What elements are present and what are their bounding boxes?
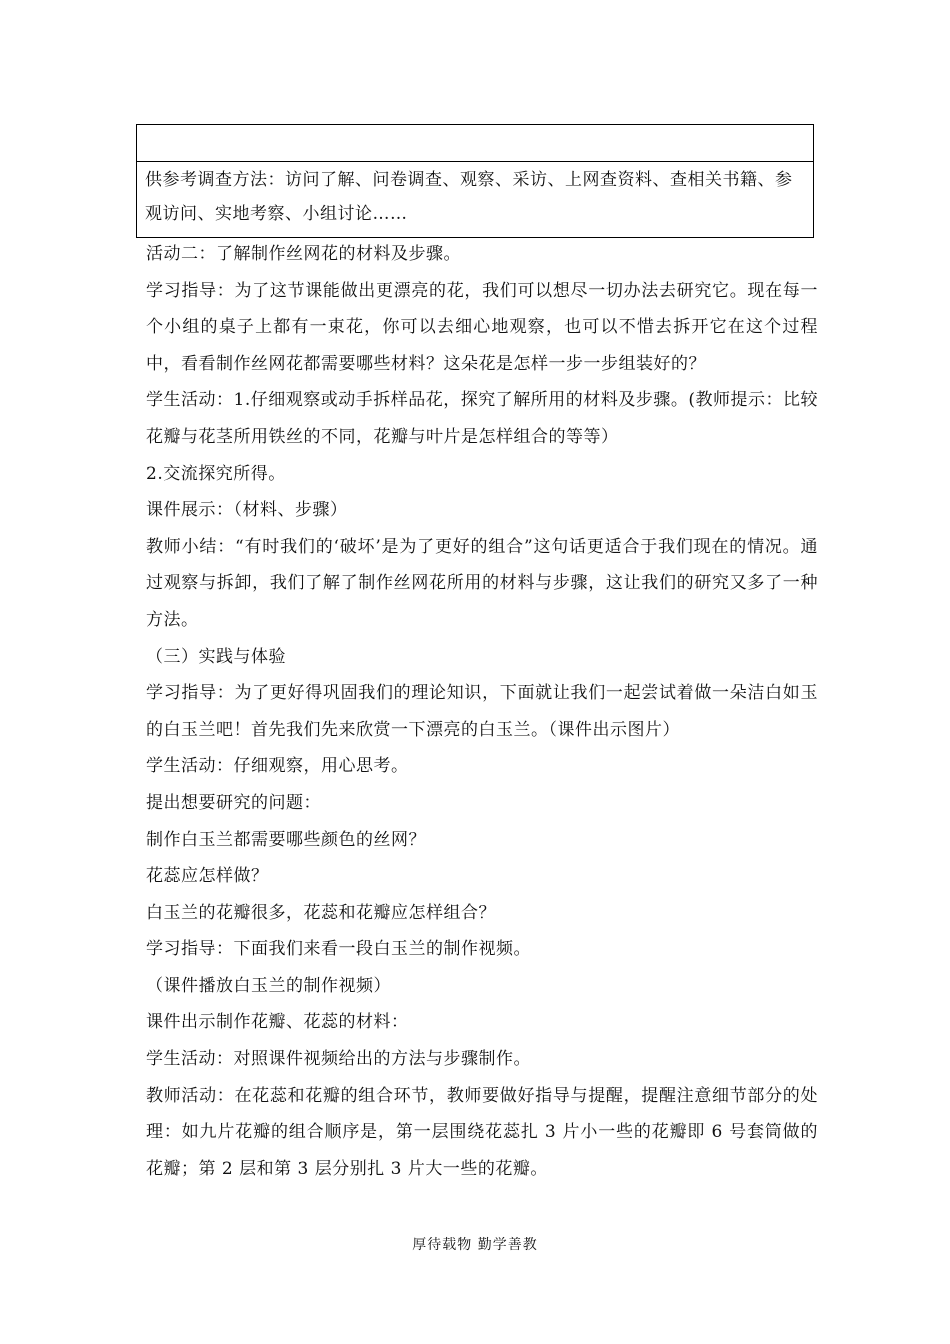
- learning-guide-paragraph: 学习指导：为了这节课能做出更漂亮的花，我们可以想尽一切办法去研究它。现在每一个小组的桌子上都有一束花，你可以去细心地观察，也可以不惜去拆开它在这个过程中，看看制作丝网花都需要哪些材料？这朵花是怎样一步一步组装好的？: [146, 280, 818, 374]
- questions-heading: 提出想要研究的问题：: [146, 792, 321, 813]
- exchange-results-line: 2.交流探究所得。: [146, 463, 286, 484]
- activity-two-heading: 活动二：了解制作丝网花的材料及步骤。: [146, 244, 461, 264]
- lesson-body: [146, 236, 818, 1187]
- section-three-heading: （三）实践与体验: [146, 646, 286, 667]
- teacher-summary-paragraph: 教师小结：“有时我们的‘破坏’是为了更好的组合”这句话更适合于我们现在的情况。通过观察与拆卸，我们了解了制作丝网花所用的材料与步骤，这让我们的研究又多了一种方法。: [146, 536, 818, 630]
- student-activity-line-2: 学生活动：对照课件视频给出的方法与步骤制作。: [146, 1049, 531, 1070]
- courseware-video-line: （课件播放白玉兰的制作视频）: [146, 975, 391, 996]
- teacher-activity-paragraph: 教师活动：在花蕊和花瓣的组合环节，教师要做好指导与提醒，提醒注意细节部分的处理：如九片花瓣的组合顺序是，第一层围绕花蕊扎 3 片小一些的花瓣即 6 号套筒做的花瓣；第 2 层和第 3 层分别扎 3 片大一些的花瓣。: [146, 1085, 818, 1179]
- courseware-display-line: 课件展示：（材料、步骤）: [146, 500, 348, 521]
- courseware-materials-line: 课件出示制作花瓣、花蕊的材料：: [146, 1012, 409, 1033]
- question-item: 制作白玉兰都需要哪些颜色的丝网？: [146, 829, 426, 850]
- table-empty-row: [137, 125, 813, 162]
- student-activity-line: 学生活动：仔细观察，用心思考。: [146, 756, 409, 777]
- question-item: 白玉兰的花瓣很多，花蕊和花瓣应怎样组合？: [146, 902, 496, 923]
- learning-guide-paragraph-2: 学习指导：为了更好得巩固我们的理论知识，下面就让我们一起尝试着做一朵洁白如玉的白玉兰吧！首先我们先来欣赏一下漂亮的白玉兰。（课件出示图片）: [146, 683, 818, 740]
- question-item: 花蕊应怎样做？: [146, 866, 269, 887]
- survey-methods-table: [136, 124, 814, 238]
- learning-guide-line: 学习指导：下面我们来看一段白玉兰的制作视频。: [146, 939, 531, 960]
- student-activity-paragraph: 学生活动：1.仔细观察或动手拆样品花，探究了解所用的材料及步骤。(教师提示：比较花瓣与花茎所用铁丝的不同，花瓣与叶片是怎样组合的等等）: [146, 390, 818, 447]
- survey-methods-cell: 供参考调查方法：访问了解、问卷调查、观察、采访、上网查资料、查相关书籍、参观访问、实地考察、小组讨论……: [145, 170, 793, 224]
- page-footer-motto: 厚待载物 勤学善教: [412, 1237, 538, 1253]
